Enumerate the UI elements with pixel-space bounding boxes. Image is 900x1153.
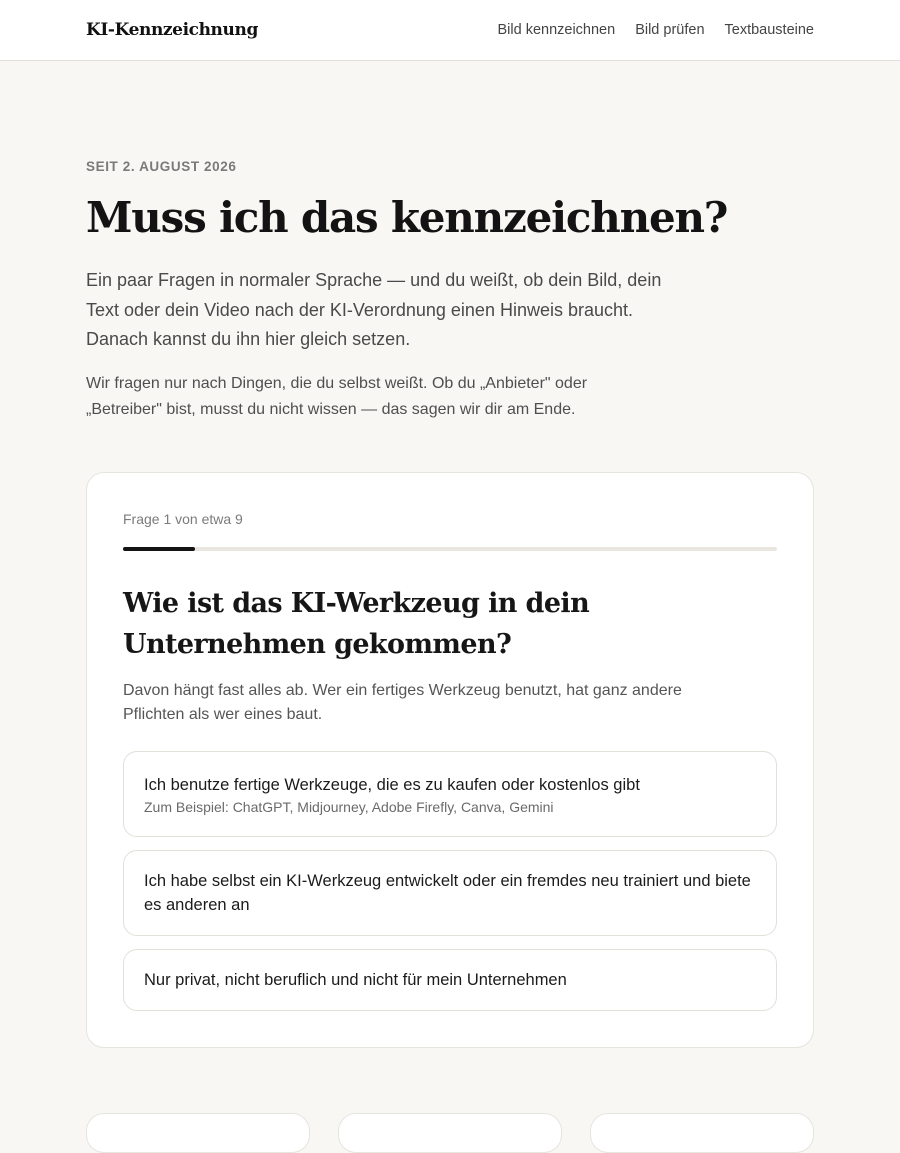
nav-link-textbausteine[interactable]: Textbausteine [724, 22, 814, 38]
lead-text: Ein paar Fragen in normaler Sprache — und du weißt, ob dein Bild, dein Text oder dein Video nach der KI-Verordnung einen Hinweis braucht. Danach kannst du ihn hier gleich setzen. [86, 270, 662, 349]
option-sublabel: Zum Beispiel: ChatGPT, Midjourney, Adobe Firefly, Canva, Gemini [144, 798, 554, 815]
bottom-card [338, 1113, 562, 1153]
main-nav [497, 22, 814, 38]
page-title: Muss ich das kennzeichnen? [86, 193, 728, 242]
option-nur-privat[interactable] [123, 949, 777, 1011]
progress-label: Frage 1 von etwa 9 [123, 510, 243, 527]
option-fertige-werkzeuge[interactable] [123, 751, 777, 837]
bottom-card [86, 1113, 310, 1153]
option-label: Nur privat, nicht beruflich und nicht für mein Unternehmen [144, 970, 567, 989]
brand-logo[interactable]: KI-Kennzeichnung [86, 20, 258, 40]
option-label: Ich habe selbst ein KI-Werkzeug entwickelt oder ein fremdes neu trainiert und biete es anderen an [144, 871, 751, 914]
option-selbst-entwickelt[interactable] [123, 850, 777, 936]
question-title: Wie ist das KI-Werkzeug in dein Unternehmen gekommen? [123, 587, 590, 660]
nav-link-bild-pruefen[interactable]: Bild prüfen [635, 22, 705, 38]
quiz-card [86, 472, 814, 1048]
bottom-cards-row [86, 1113, 814, 1153]
progress-bar [123, 547, 777, 551]
main-content [0, 159, 900, 1048]
question-description: Davon hängt fast alles ab. Wer ein fertiges Werkzeug benutzt, hat ganz andere Pflichten als wer eines baut. [123, 681, 682, 723]
top-bar [0, 0, 900, 61]
progress-fill [123, 547, 195, 551]
nav-link-bild-kennzeichnen[interactable]: Bild kennzeichnen [497, 22, 616, 38]
option-label: Ich benutze fertige Werkzeuge, die es zu kaufen oder kostenlos gibt [144, 775, 640, 794]
eyebrow-date: SEIT 2. AUGUST 2026 [86, 159, 237, 174]
bottom-card [590, 1113, 814, 1153]
note-text: Wir fragen nur nach Dingen, die du selbst weißt. Ob du „Anbieter" oder „Betreiber" bist, musst du nicht wissen — das sagen wir dir am Ende. [86, 374, 588, 418]
